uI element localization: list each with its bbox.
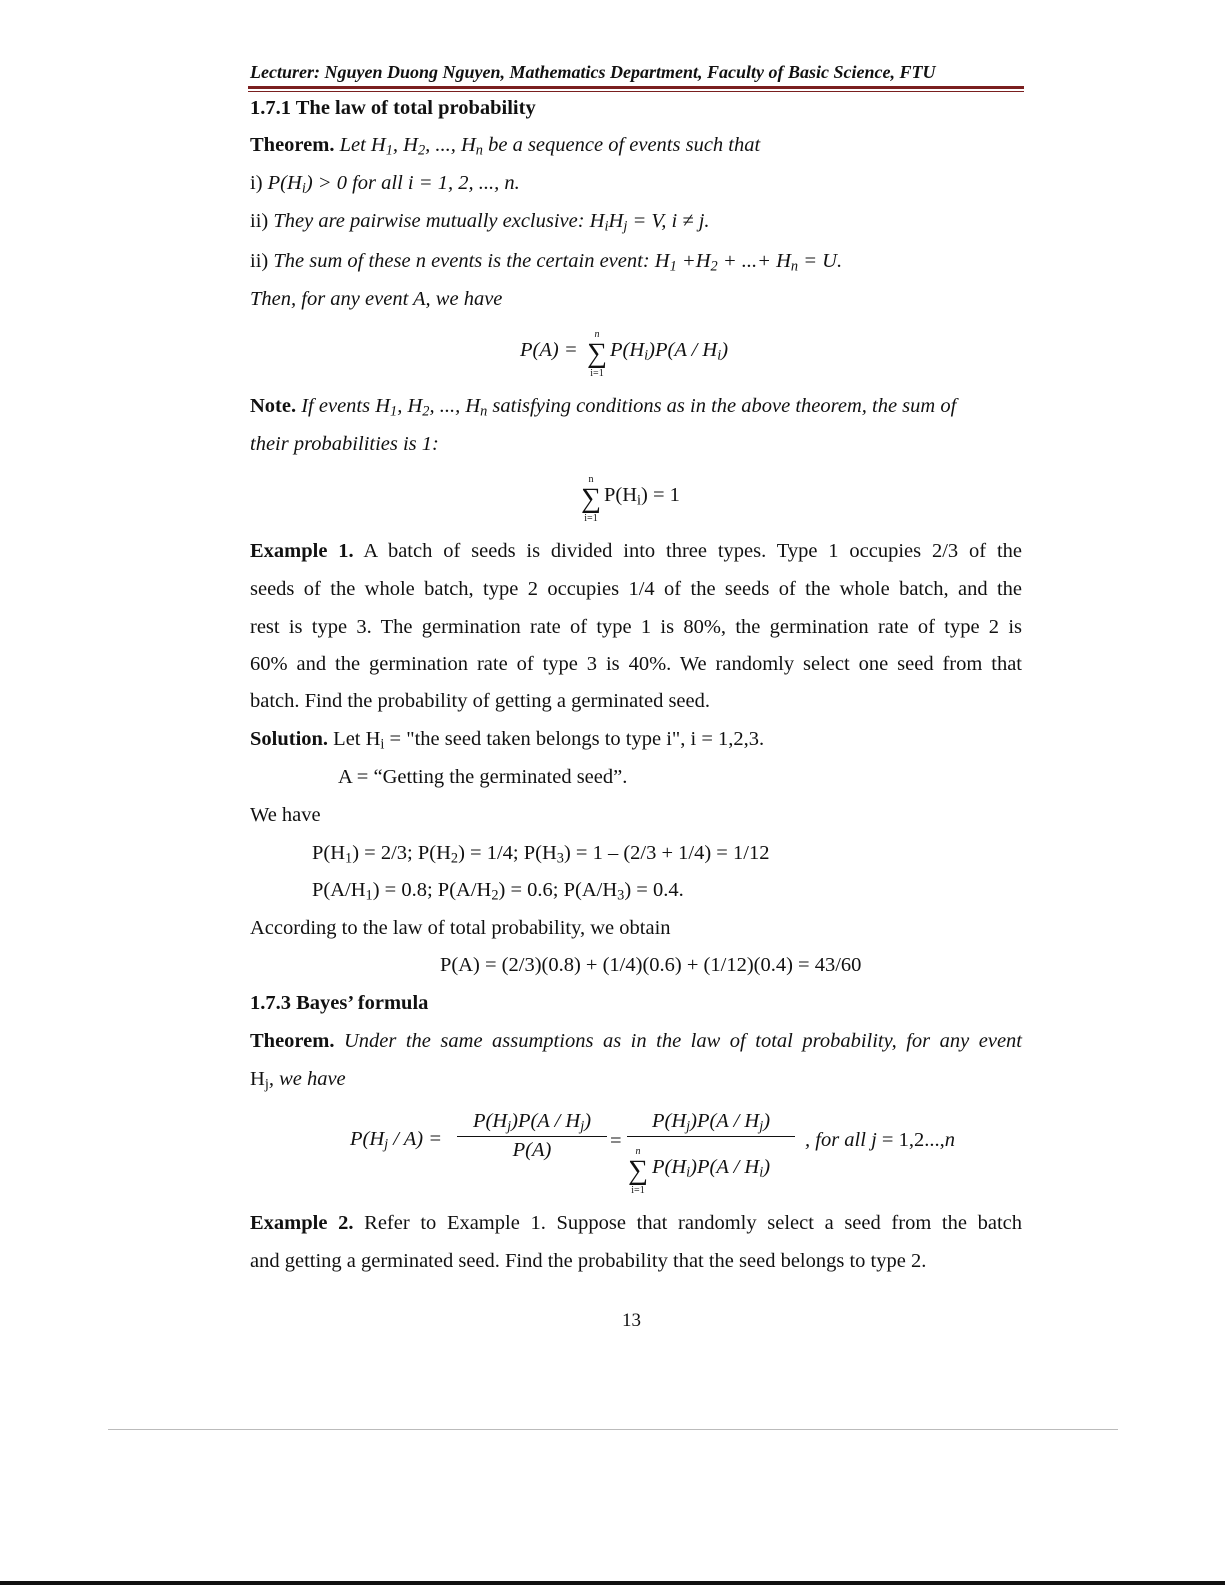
bayes-theorem-line-2: $H_j$, we have xyxy=(250,1068,346,1093)
note-line-1: Note. If events $H_1$, $H_2$, ..., $H_n$ satisfying conditions as in the above theorem, the sum of xyxy=(250,395,957,420)
note-formula: $P(H_i) = 1$ xyxy=(604,484,680,509)
bayes-for-all: , for all j = 1,2...,n xyxy=(805,1129,955,1151)
according-text: According to the law of total probability, we obtain xyxy=(250,917,671,939)
sum-operator: n ∑ i=1 xyxy=(587,329,607,379)
section-title: 1.7.1 The law of total probability xyxy=(250,97,536,119)
bayes-lhs: $P(H_j / A)$ = xyxy=(350,1128,443,1153)
formula-rhs: $P(H_i)P(A / H_i)$ xyxy=(610,339,729,364)
page-number: 13 xyxy=(622,1310,641,1331)
bayes-equals: = xyxy=(610,1130,622,1152)
example1-line-1: Example 1. A batch of seeds is divided into three types. Type 1 occupies 2/3 of the xyxy=(250,540,1022,562)
example1-line-2: seeds of the whole batch, type 2 occupies 1/4 of the seeds of the whole batch, and the xyxy=(250,578,1022,600)
bayes-fraction-2: $P(H_j)P(A / H_j)$ xyxy=(627,1110,795,1138)
bottom-edge xyxy=(0,1581,1225,1585)
bayes-theorem-line-1: Theorem. Under the same assumptions as in the law of total probability, for any event xyxy=(250,1030,1022,1052)
sigma-icon: ∑ xyxy=(628,1155,648,1186)
total-probability-formula: P(A) = xyxy=(520,339,578,361)
solution-label: Solution. xyxy=(250,728,329,750)
example1-line-5: batch. Find the probability of getting a germinated seed. xyxy=(250,690,710,712)
prior-probabilities: $P(H_1) = 2/3$; $P(H_2) = 1/4$; $P(H_3) = 1 - (2/3 + 1/4) = 1/12$ xyxy=(312,842,770,867)
bayes-theorem-label: Theorem. xyxy=(250,1030,335,1052)
theorem-label: Theorem. xyxy=(250,134,335,156)
footer-rule xyxy=(108,1429,1118,1430)
sigma-icon: ∑ xyxy=(581,483,601,514)
condition-2: ii) They are pairwise mutually exclusive: $H_iH_j = V$, i ≠ j. xyxy=(250,210,710,235)
example2-line-2: and getting a germinated seed. Find the probability that the seed belongs to type 2. xyxy=(250,1250,927,1272)
header-rule xyxy=(248,86,1024,89)
example1-line-3: rest is type 3. The germination rate of type 1 is 80%, the germination rate of type 2 is xyxy=(250,616,1022,638)
theorem-then: Then, for any event A, we have xyxy=(250,288,503,310)
solution-let: Solution. Let $H_i$ = "the seed taken belongs to type i", i = 1,2,3. xyxy=(250,728,765,753)
example1-line-4: 60% and the germination rate of type 3 is 40%. We randomly select one seed from that xyxy=(250,653,1022,675)
bayes-denominator: $P(H_i)P(A / H_i)$ xyxy=(652,1156,771,1181)
bayes-sum-operator: n ∑ i=1 xyxy=(628,1146,648,1196)
event-a-definition: A = “Getting the germinated seed”. xyxy=(338,766,628,788)
condition-1: i) $P(H_i) > 0$ for all i = 1, 2, ..., n. xyxy=(250,172,520,197)
example2-line-1: Example 2. Refer to Example 1. Suppose that randomly select a seed from the batch xyxy=(250,1212,1023,1234)
sigma-icon: ∑ xyxy=(587,338,607,369)
theorem-intro: Theorem. Let $H_1$, $H_2$, ..., $H_n$ be a sequence of events such that xyxy=(250,134,761,159)
condition-3: ii) The sum of these n events is the certain event: $H_1 +H_2$ + ...+ $H_n = U$. xyxy=(250,250,843,275)
header-rule-thin xyxy=(248,91,1024,92)
we-have: We have xyxy=(250,804,321,826)
example2-label: Example 2. xyxy=(250,1212,354,1234)
bayes-section-title: 1.7.3 Bayes’ formula xyxy=(250,992,429,1014)
conditional-probabilities: $P(A/H_1) = 0.8$; $P(A/H_2) = 0.6$; $P(A/H_3) = 0.4$. xyxy=(312,879,684,904)
total-probability-result: P(A) = (2/3)(0.8) + (1/4)(0.6) + (1/12)(0.4) = 43/60 xyxy=(440,954,862,976)
note-label: Note. xyxy=(250,395,297,417)
bayes-fraction-1: $P(H_j)P(A / H_j)$ P(A) xyxy=(457,1110,607,1162)
page-header: Lecturer: Nguyen Duong Nguyen, Mathematics Department, Faculty of Basic Science, FTU xyxy=(250,62,936,82)
note-line-2: their probabilities is 1: xyxy=(250,433,439,455)
example1-label: Example 1. xyxy=(250,540,354,562)
note-sum-operator: n ∑ i=1 xyxy=(581,474,601,524)
